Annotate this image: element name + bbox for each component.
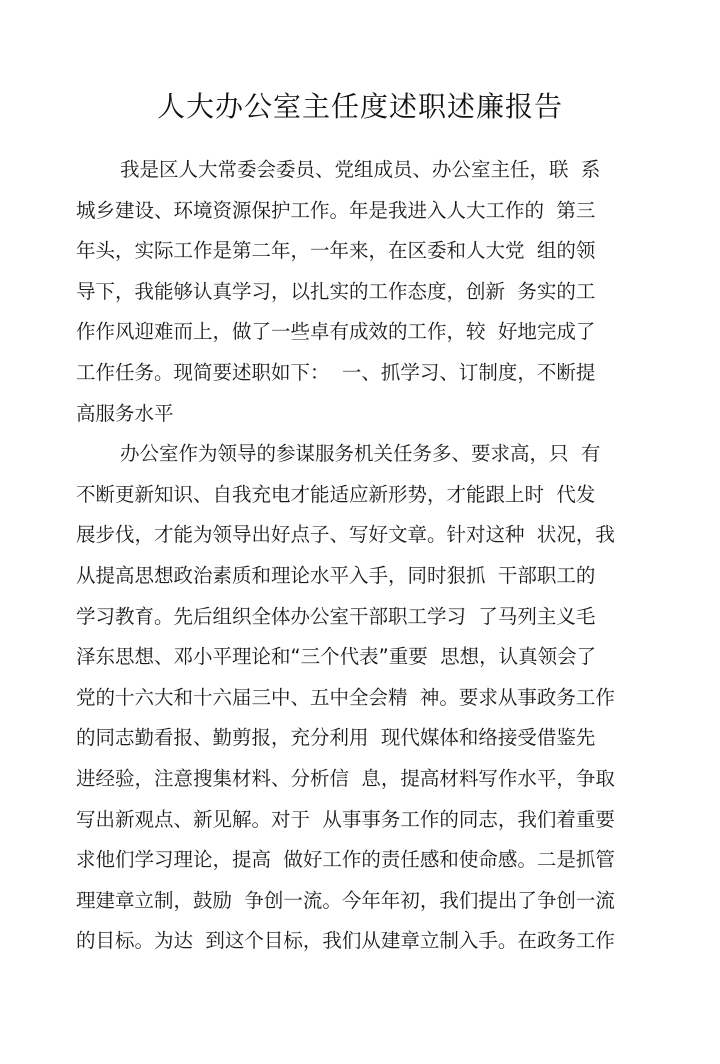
paragraph-line: 年头，实际工作是第二年，一年来，在区委和人大党 组的领	[76, 239, 596, 263]
paragraph-line: 的同志勤看报、勤剪报，充分利用 现代媒体和络接受借鉴先	[76, 726, 596, 750]
document-body	[76, 150, 656, 962]
paragraph-line: 进经验，注意搜集材料、分析信 息，提高材料写作水平，争取	[76, 766, 615, 790]
paragraph-line: 不断更新知识、自我充电才能适应新形势，才能跟上时 代发	[76, 482, 596, 506]
paragraph-line: 理建章立制，鼓励 争创一流。今年年初，我们提出了争创一流	[76, 888, 615, 912]
paragraph-line: 导下，我能够认真学习，以扎实的工作态度，创新 务实的工	[76, 279, 596, 303]
paragraph-line: 我是区人大常委会委员、党组成员、办公室主任，联 系	[120, 158, 601, 181]
paragraph-line: 从提高思想政治素质和理论水平入手，同时狠抓 干部职工的	[76, 563, 596, 587]
paragraph-line: 的目标。为达 到这个目标，我们从建章立制入手。在政务工作	[76, 929, 615, 953]
paragraph-line: 高服务水平	[76, 401, 174, 425]
paragraph-line: 学习教育。先后组织全体办公室干部职工学习 了马列主义毛	[76, 604, 596, 628]
paragraph-line: 工作任务。现简要述职如下： 一、抓学习、订制度，不断提	[76, 360, 596, 384]
document-title: 人大办公室主任度述职述廉报告	[156, 89, 563, 123]
paragraph-line: 作作风迎难而上，做了一些卓有成效的工作，较 好地完成了	[76, 320, 596, 344]
paragraph-line: 写出新观点、新见解。对于 从事事务工作的同志，我们着重要	[76, 807, 615, 831]
paragraph-line: 求他们学习理论，提高 做好工作的责任感和使命感。二是抓管	[76, 848, 615, 872]
paragraph-line: 办公室作为领导的参谋服务机关任务多、要求高，只 有	[120, 442, 601, 466]
paragraph-line: 党的十六大和十六届三中、五中全会精 神。要求从事政务工作	[76, 685, 615, 709]
paragraph-line: 泽东思想、邓小平理论和“三个代表”重要 思想，认真领会了	[76, 645, 597, 669]
paragraph-line: 展步伐，才能为领导出好点子、写好文章。针对这种 状况，我	[76, 523, 615, 547]
paragraph-line: 城乡建设、环境资源保护工作。年是我进入人大工作的 第三	[76, 198, 596, 222]
